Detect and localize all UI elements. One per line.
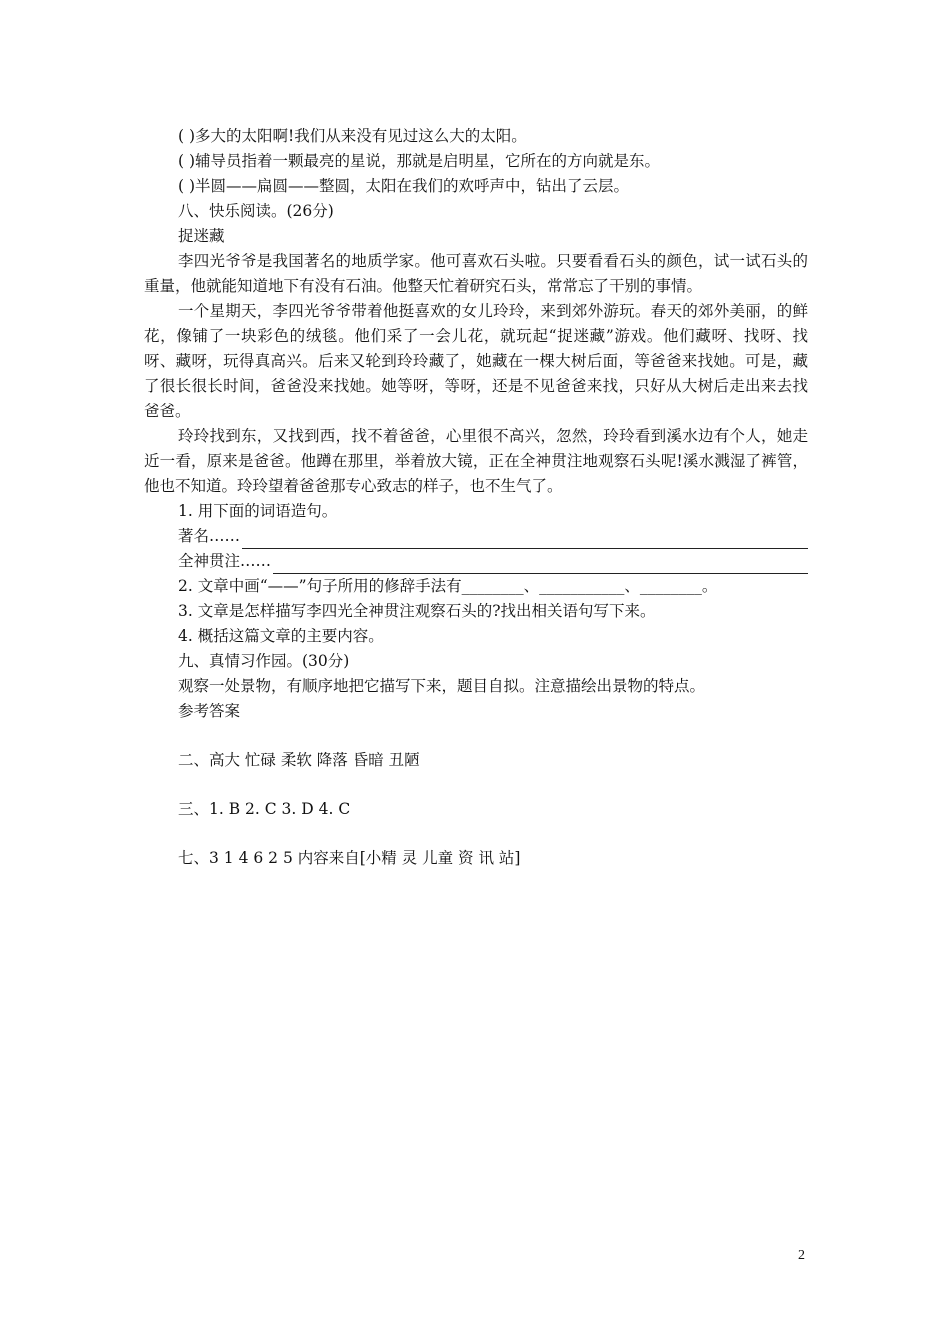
answer-section-3: 三、1. B 2. C 3. D 4. C (178, 800, 351, 818)
passage-paragraph-1: 李四光爷爷是我国著名的地质学家。他可喜欢石头啦。只要看看石头的颜色，试一试石头的重量，他就能知道地下有没有石油。他整天忙着研究石头，常常忘了干别的事情。 (144, 252, 808, 295)
answer-section-2: 二、高大 忙碌 柔软 降落 昏暗 丑陋 (178, 751, 420, 769)
question-4: 4. 概括这篇文章的主要内容。 (178, 627, 384, 645)
judgement-item-2: ( )辅导员指着一颗最亮的星说，那就是启明星，它所在的方向就是东。 (178, 152, 661, 170)
judgement-item-1: ( )多大的太阳啊!我们从来没有见过这么大的太阳。 (178, 127, 527, 145)
section-9-heading: 九、真情习作园。(30分) (178, 652, 350, 670)
judgement-item-3: ( )半圆——扁圆——整圆，太阳在我们的欢呼声中，钻出了云层。 (178, 177, 630, 195)
section-9-prompt: 观察一处景物，有顺序地把它描写下来，题目自拟。注意描绘出景物的特点。 (178, 677, 706, 695)
fill-label-2: 全神贯注…… (178, 552, 272, 570)
question-1: 1. 用下面的词语造句。 (178, 502, 338, 520)
document-page (144, 124, 808, 871)
passage-paragraph-3: 玲玲找到东，又找到西，找不着爸爸，心里很不高兴，忽然，玲玲看到溪水边有个人，她走近一看，原来是爸爸。他蹲在那里，举着放大镜，正在全神贯注地观察石头呢!溪水溅湿了裤管，他也不知道。玲玲望着爸爸那专心致志的样子，也不生气了。 (144, 427, 808, 495)
answer-blank-2 (273, 555, 808, 574)
fill-line-2 (144, 549, 808, 574)
passage-paragraph-2: 一个星期天，李四光爷爷带着他挺喜欢的女儿玲玲，来到郊外游玩。春天的郊外美丽，的鲜花，像铺了一块彩色的绒毯。他们采了一会儿花，就玩起“捉迷藏”游戏。他们藏呀、找呀、找呀、藏呀，玩得真高兴。后来又轮到玲玲藏了，她藏在一棵大树后面，等爸爸来找她。可是，藏了很长很长时间，爸爸没来找她。她等呀，等呀，还是不见爸爸来找，只好从大树后走出来去找爸爸。 (144, 302, 808, 420)
fill-label-1: 著名…… (178, 527, 241, 545)
question-3: 3. 文章是怎样描写李四光全神贯注观察石头的?找出相关语句写下来。 (178, 602, 656, 620)
answer-blank-1 (242, 530, 808, 549)
question-2: 2. 文章中画“——”句子所用的修辞手法有________、___________、________。 (178, 577, 718, 595)
passage-title: 捉迷藏 (178, 227, 225, 245)
section-8-heading: 八、快乐阅读。(26分) (178, 202, 334, 220)
fill-line-1 (144, 524, 808, 549)
page-number: 2 (798, 1248, 805, 1263)
answer-section-7: 七、3 1 4 6 2 5 内容来自[小精 灵 儿童 资 讯 站] (178, 849, 521, 867)
answers-heading: 参考答案 (178, 702, 241, 720)
